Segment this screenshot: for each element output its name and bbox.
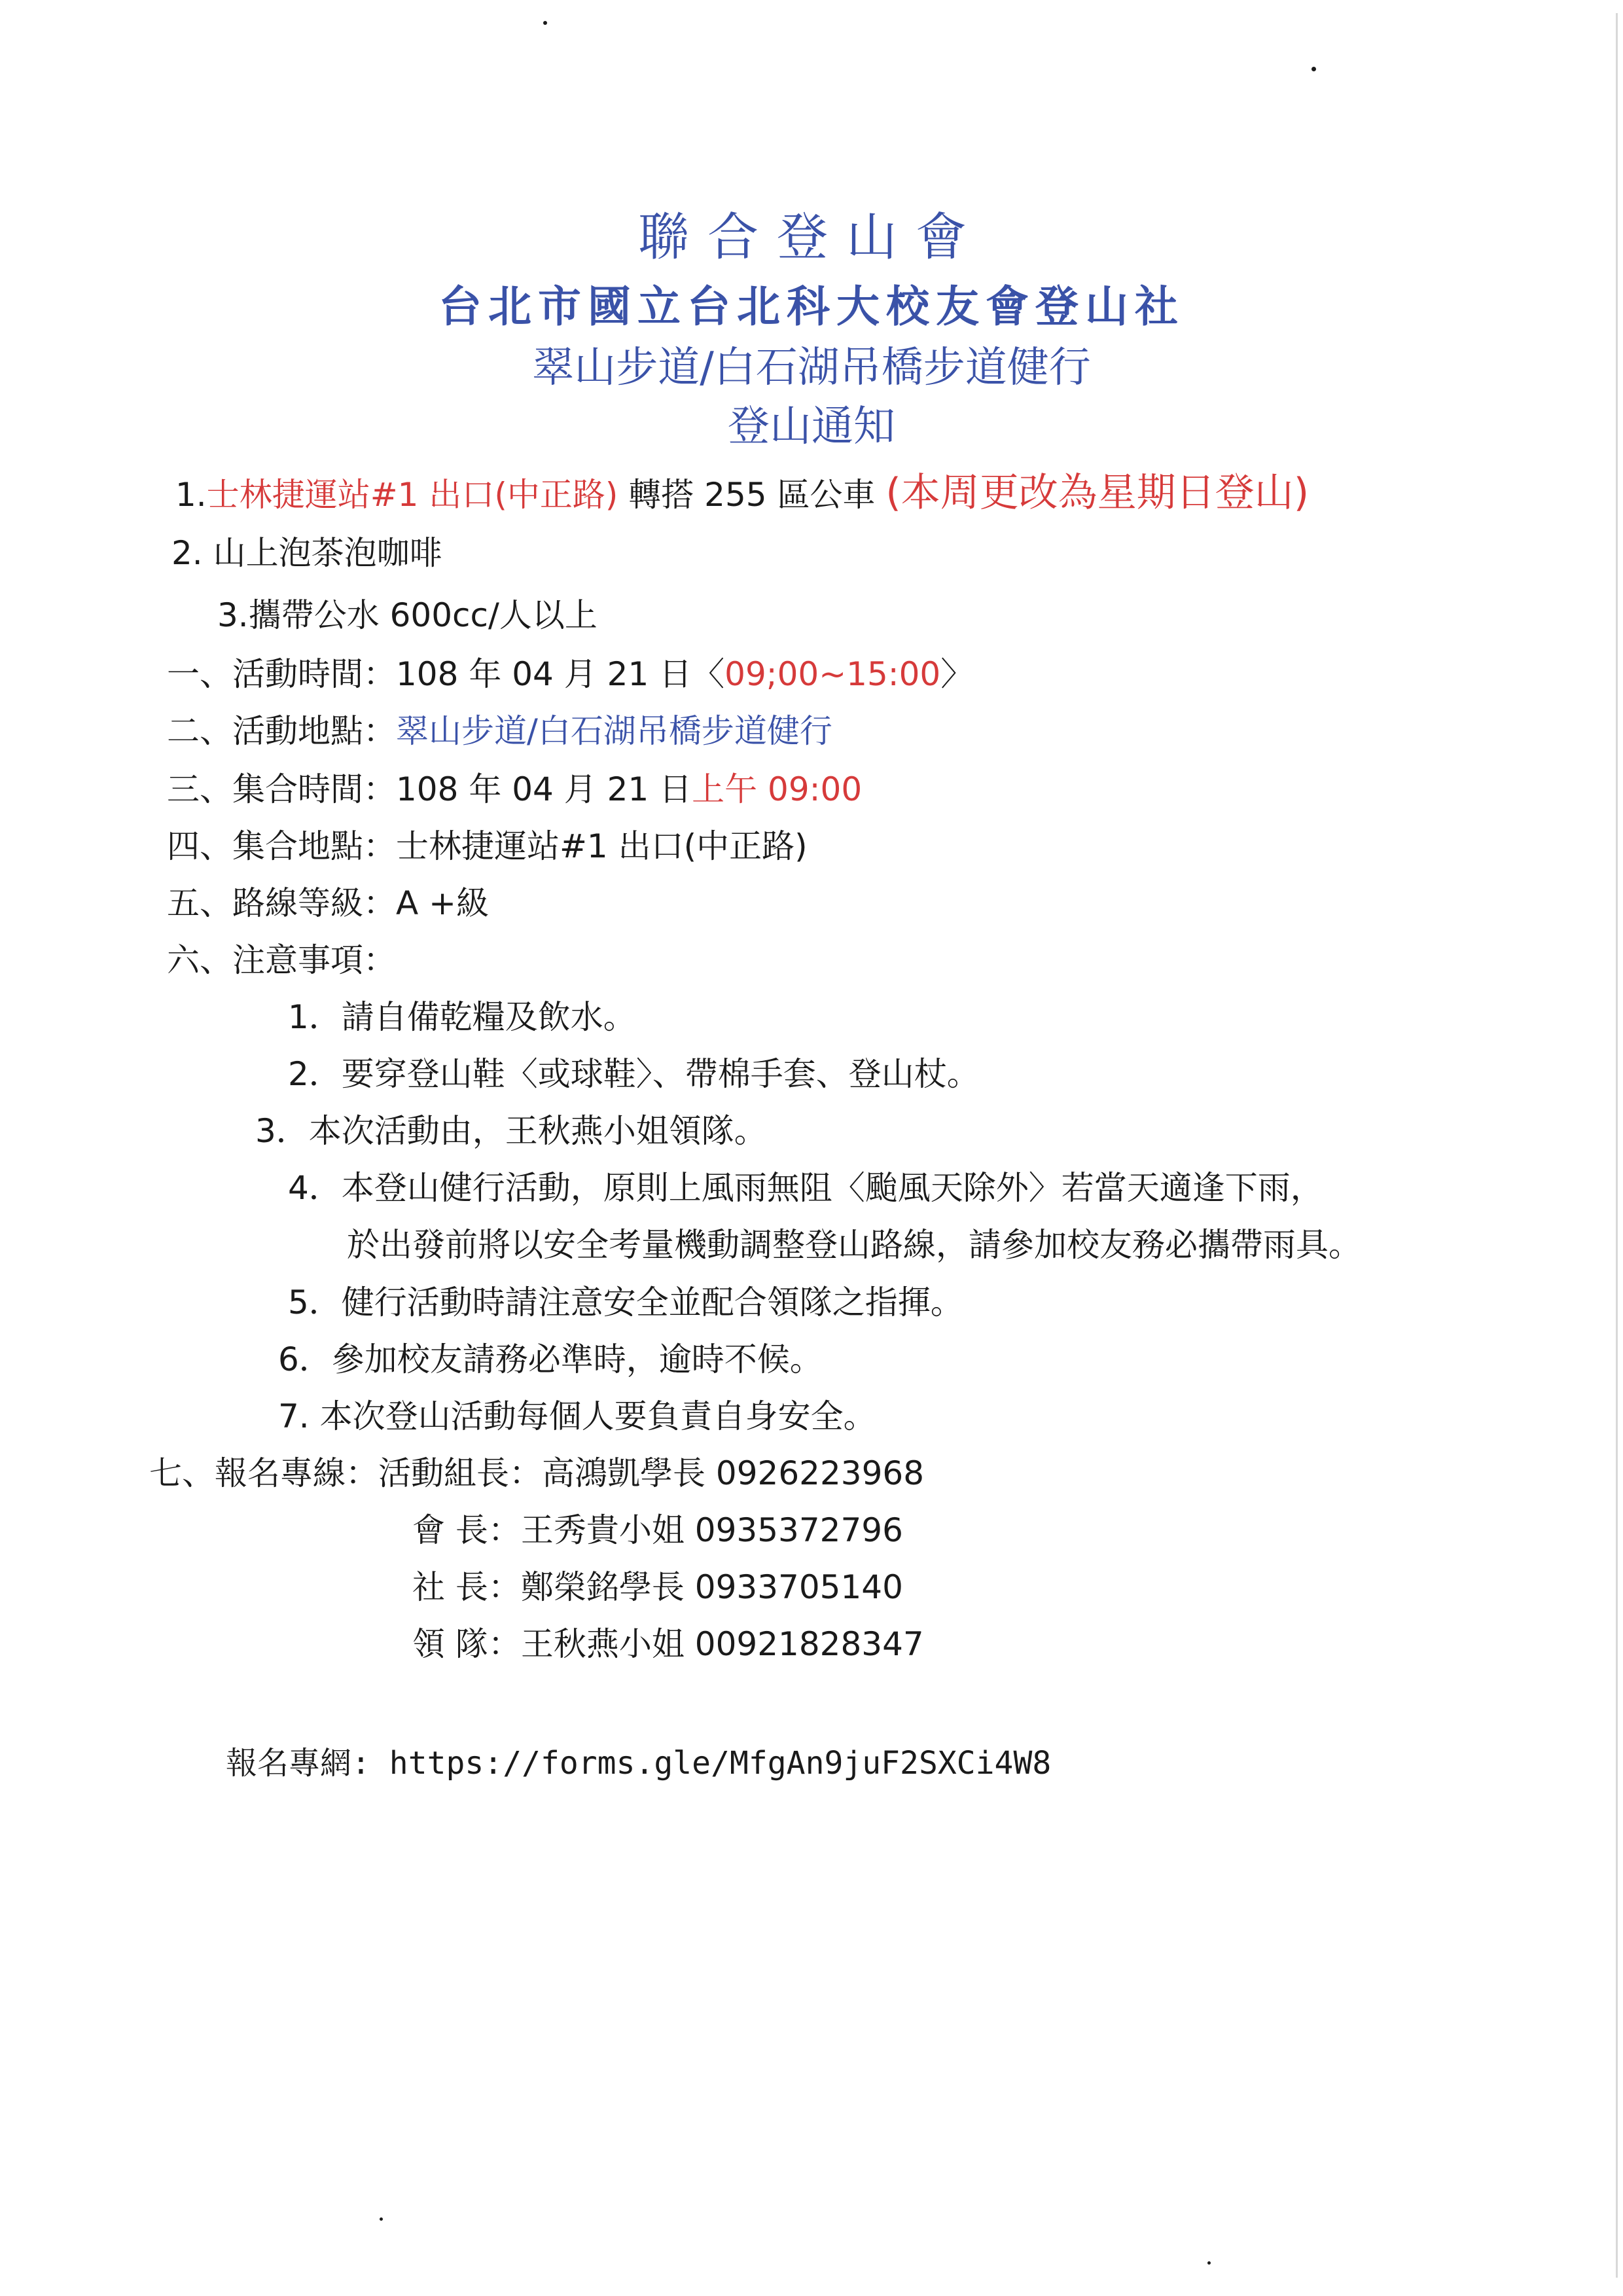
pre-note-1-transfer: 轉搭 255 區公車 [618,476,886,514]
item-meeting-place: 四、集合地點：士林捷運站#1 出口(中正路) [167,827,808,865]
scan-dot [1207,2261,1211,2265]
scan-dot [543,21,547,25]
note-4-line-2: 於出發前將以安全考量機動調整登山路線，請參加校友務必攜帶雨具。 [347,1226,1361,1264]
item-activity-place-value: 翠山步道/白石湖吊橋步道健行 [396,712,832,750]
item-meeting-time [167,763,862,810]
item-activity-time-date: 108 年 04 月 21 日〈 [396,655,725,693]
pre-note-1 [175,461,1309,518]
item-meeting-time-label: 三、集合時間： [167,770,396,808]
note-6: 6．參加校友請務必準時，逾時不候。 [278,1340,823,1378]
item-meeting-time-date: 108 年 04 月 21 日 [396,770,692,808]
pre-note-1-change: (本周更改為星期日登山) [885,470,1310,516]
note-4-line-1: 4．本登山健行活動，原則上風雨無阻〈颱風天除外〉若當天適逢下雨， [288,1169,1323,1207]
note-7: 7. 本次登山活動每個人要負責自身安全。 [278,1397,876,1435]
pre-note-3: 3.攜帶公水 600cc/人以上 [217,596,597,634]
pre-note-2: 2. 山上泡茶泡咖啡 [171,534,442,572]
item-activity-time-range: 09;00~15:00 [724,655,941,693]
registration-link[interactable]: 報名專網: https://forms.gle/MfgAn9juF2SXCi4W8 [226,1745,1052,1782]
item-meeting-time-value: 上午 09:00 [692,770,863,808]
pre-note-1-location: 士林捷運站#1 出口(中正路) [206,476,618,514]
notice-title: 登山通知 [728,403,895,451]
organization-title: 台北市國立台北科大校友會登山社 [438,281,1185,332]
event-title: 翠山步道/白石湖吊橋步道健行 [532,344,1091,392]
contact-leader: 領 隊：王秋燕小姐 00921828347 [412,1625,924,1663]
note-3: 3．本次活動由，王秋燕小姐領隊。 [255,1112,767,1150]
item-activity-time-close: 〉 [940,655,974,693]
main-title: 聯合登山會 [637,208,985,267]
note-2: 2．要穿登山鞋〈或球鞋〉、帶棉手套、登山杖。 [288,1055,980,1093]
item-activity-time-label: 一、活動時間： [167,655,396,693]
contacts-row-1 [149,1447,924,1494]
contact-president: 會 長：王秀貴小姐 0935372796 [412,1511,903,1549]
item-route-grade: 五、路線等級：A +級 [167,884,489,922]
item-activity-place-label: 二、活動地點： [167,712,396,750]
pre-note-1-num: 1. [175,476,207,514]
scan-dot [380,2217,383,2221]
item-notes-label: 六、注意事項： [167,941,396,979]
scan-dot [1311,67,1316,71]
contact-organizer: 活動組長：高鴻凱學長 0926223968 [378,1454,925,1492]
contacts-label: 七、報名專線： [149,1454,378,1492]
contact-club-head: 社 長：鄭榮銘學長 0933705140 [412,1568,903,1606]
item-activity-time [167,648,973,695]
item-activity-place [167,705,832,752]
note-5: 5．健行活動時請注意安全並配合領隊之指揮。 [288,1283,963,1321]
note-1: 1．請自備乾糧及飲水。 [288,998,636,1036]
